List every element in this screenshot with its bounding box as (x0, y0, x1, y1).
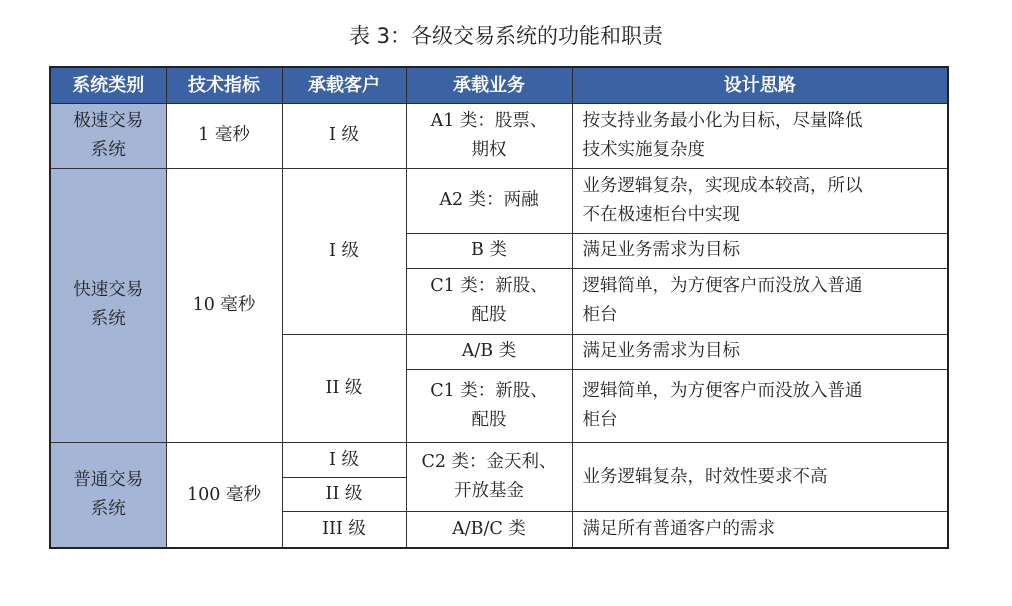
table-row (50, 168, 948, 234)
metric-cell: 10 毫秒 (166, 168, 282, 443)
client-cell: I 级 (282, 103, 406, 168)
category-cell: 快速交易 系统 (50, 168, 166, 443)
business-cell: C2 类：金天利、 开放基金 (406, 443, 572, 512)
client-cell: I 级 (282, 168, 406, 335)
client-cell: III 级 (282, 512, 406, 548)
business-cell: A1 类：股票、 期权 (406, 103, 572, 168)
header-client: 承载客户 (282, 67, 406, 103)
table-header-row (50, 67, 948, 103)
business-cell: B 类 (406, 234, 572, 268)
client-cell: II 级 (282, 477, 406, 511)
business-cell: A2 类：两融 (406, 168, 572, 234)
table-row (50, 103, 948, 168)
design-cell: 逻辑简单，为方便客户而没放入普通 柜台 (572, 268, 948, 335)
metric-cell: 1 毫秒 (166, 103, 282, 168)
business-cell: A/B/C 类 (406, 512, 572, 548)
design-cell: 满足业务需求为目标 (572, 335, 948, 369)
header-tech-metric: 技术指标 (166, 67, 282, 103)
header-design: 设计思路 (572, 67, 948, 103)
business-cell: C1 类：新股、 配股 (406, 369, 572, 443)
category-cell: 极速交易 系统 (50, 103, 166, 168)
category-cell: 普通交易 系统 (50, 443, 166, 548)
design-cell: 业务逻辑复杂，实现成本较高，所以 不在极速柜台中实现 (572, 168, 948, 234)
design-cell: 按支持业务最小化为目标，尽量降低 技术实施复杂度 (572, 103, 948, 168)
business-cell: A/B 类 (406, 335, 572, 369)
metric-cell: 100 毫秒 (166, 443, 282, 548)
design-cell: 业务逻辑复杂，时效性要求不高 (572, 443, 948, 512)
header-system-category: 系统类别 (50, 67, 166, 103)
client-cell: II 级 (282, 335, 406, 443)
design-cell: 满足所有普通客户的需求 (572, 512, 948, 548)
table-title: 表 3：各级交易系统的功能和职责 (348, 24, 664, 48)
table-row (50, 443, 948, 477)
design-cell: 逻辑简单，为方便客户而没放入普通 柜台 (572, 369, 948, 443)
trading-systems-table (49, 66, 949, 549)
header-business: 承载业务 (406, 67, 572, 103)
client-cell: I 级 (282, 443, 406, 477)
business-cell: C1 类：新股、 配股 (406, 268, 572, 335)
design-cell: 满足业务需求为目标 (572, 234, 948, 268)
